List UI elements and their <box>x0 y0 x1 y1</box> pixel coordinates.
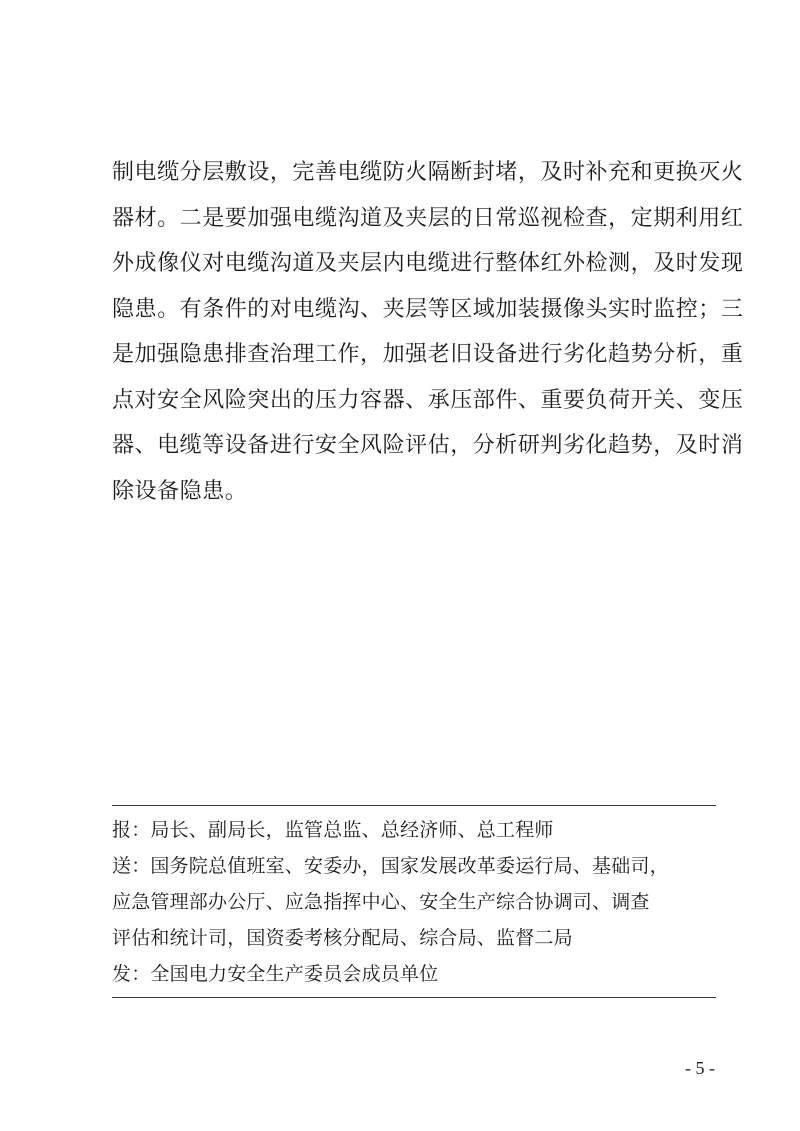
body-line: 隐患。有条件的对电缆沟、夹层等区域加装摄像头实时监控；三 <box>112 296 744 322</box>
body-line: 外成像仪对电缆沟道及夹层内电缆进行整体红外检测，及时发现 <box>112 251 744 276</box>
distribution-top-rule <box>112 805 716 806</box>
body-line: 器、电缆等设备进行安全风险评估，分析研判劣化趋势，及时消 <box>112 433 744 458</box>
distribution-send-line: 评估和统计司，国资委考核分配局、综合局、监督二局 <box>112 927 573 949</box>
body-line: 除设备隐患。 <box>112 478 248 504</box>
body-line: 是加强隐患排查治理工作，加强老旧设备进行劣化趋势分析，重 <box>112 342 744 367</box>
body-line: 器材。二是要加强电缆沟道及夹层的日常巡视检查，定期利用红 <box>112 205 744 231</box>
body-line: 制电缆分层敷设，完善电缆防火隔断封堵，及时补充和更换灭火 <box>112 160 744 185</box>
distribution-block <box>112 812 722 992</box>
body-line: 点对安全风险突出的压力容器、承压部件、重要负荷开关、变压 <box>112 387 744 413</box>
page-number: - 5 - <box>685 1058 715 1078</box>
body-text <box>112 150 744 514</box>
distribution-issue-line: 发：全国电力安全生产委员会成员单位 <box>112 963 439 985</box>
distribution-report-line: 报：局长、副局长，监管总监、总经济师、总工程师 <box>112 819 554 841</box>
distribution-bottom-rule <box>112 997 716 998</box>
distribution-send-line: 应急管理部办公厅、应急指挥中心、安全生产综合协调司、调查 <box>112 891 650 913</box>
distribution-send-line: 送：国务院总值班室、安委办，国家发展改革委运行局、基础司， <box>112 855 669 877</box>
